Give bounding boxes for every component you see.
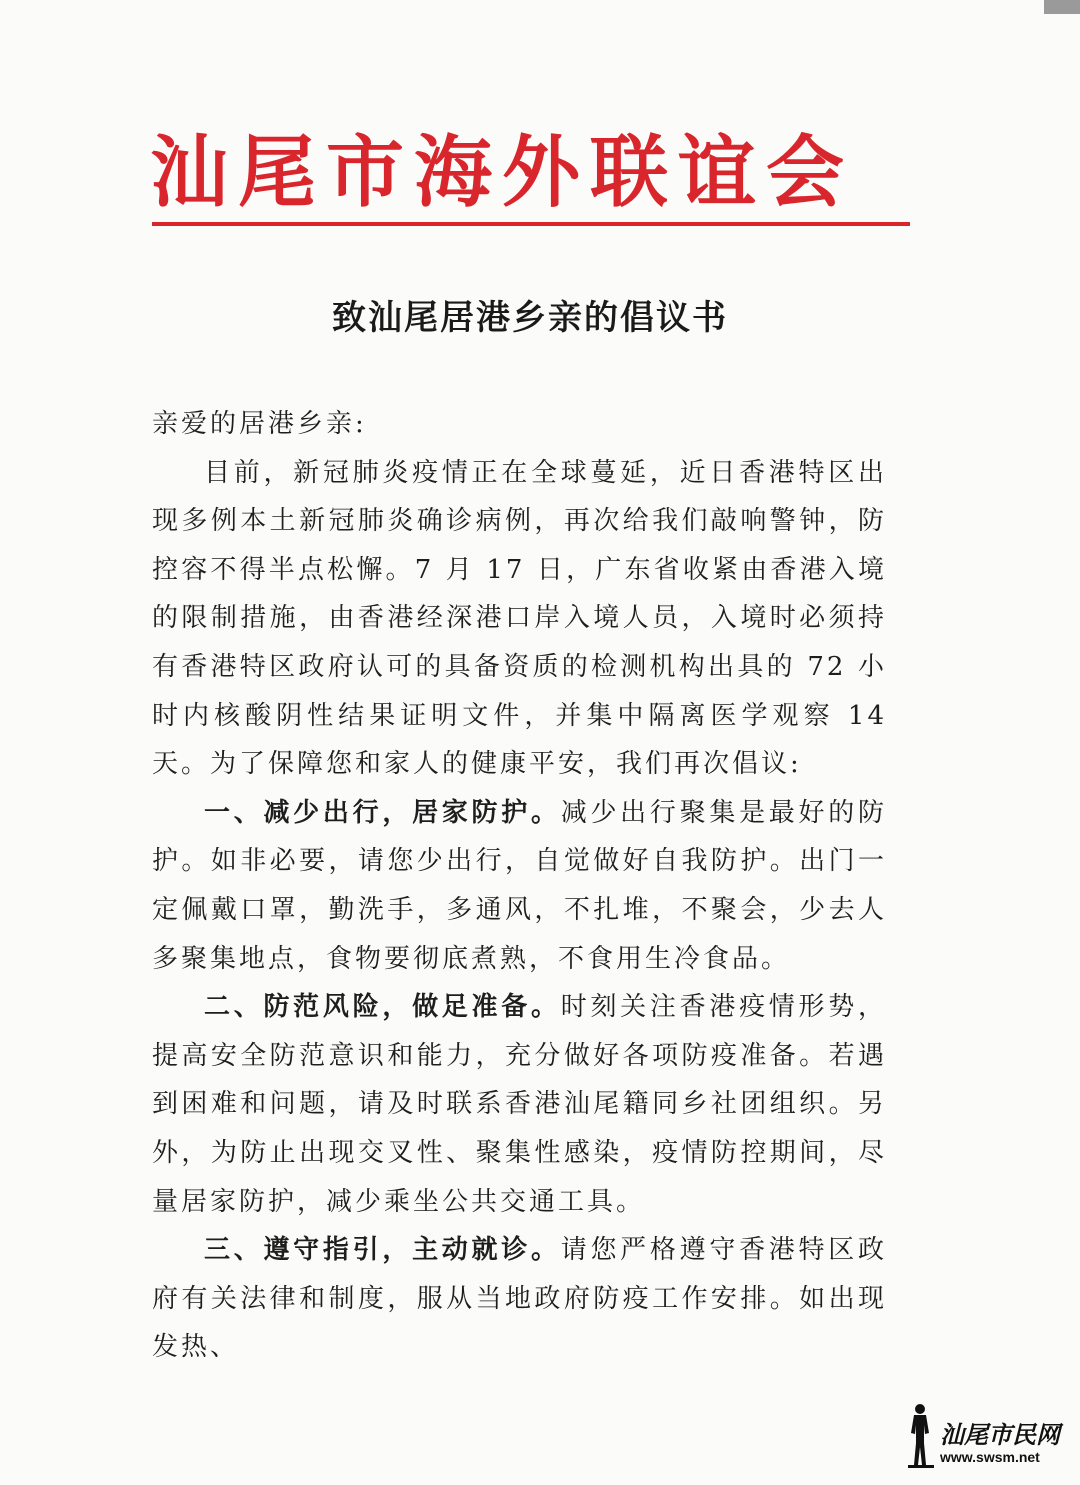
point-text-1: 减少出行聚集是最好的防护。如非必要，请您少出行，自觉做好自我防护。出门一定佩戴口罩，勤洗手，多通风，不扎堆，不聚会，少去人多聚集地点，食物要彻底煮熟，不食用生冷食品。 bbox=[152, 797, 887, 974]
scan-corner-mark bbox=[1044, 0, 1080, 14]
point-heading-3: 三、遵守指引，主动就诊。 bbox=[204, 1235, 561, 1266]
document-body bbox=[152, 400, 887, 1372]
watermark-url: www.swsm.net bbox=[940, 1449, 1040, 1465]
site-watermark bbox=[902, 1403, 1072, 1473]
point-paragraph-2 bbox=[152, 983, 887, 1226]
point-heading-2: 二、防范风险，做足准备。 bbox=[204, 992, 561, 1023]
intro-paragraph: 目前，新冠肺炎疫情正在全球蔓延，近日香港特区出现多例本土新冠肺炎确诊病例，再次给我们敲响警钟，防控容不得半点松懈。7 月 17 日，广东省收紧由香港入境的限制措施，由香港经深港口岸入境人员，入境时必须持有香港特区政府认可的具备资质的检测机构出具的 72 小时内核酸阴性结果证明文件，并集中隔离医学观察 14 天。为了保障您和家人的健康平安，我们再次倡议: bbox=[152, 457, 887, 780]
watermark-site-name: 汕尾市民网 bbox=[940, 1420, 1060, 1449]
standing-person-silhouette-icon bbox=[906, 1403, 936, 1469]
greeting: 亲爱的居港乡亲: bbox=[152, 409, 367, 439]
letterhead-org-name: 汕尾市海外联谊会 bbox=[150, 127, 855, 218]
point-paragraph-1 bbox=[152, 789, 887, 983]
document-title: 致汕尾居港乡亲的倡议书 bbox=[332, 298, 728, 338]
letterhead-red-rule bbox=[152, 222, 910, 226]
point-text-3: 请您严格遵守香港特区政府有关法律和制度，服从当地政府防疫工作安排。如出现发热、 bbox=[152, 1235, 887, 1363]
point-heading-1: 一、减少出行，居家防护。 bbox=[204, 797, 561, 828]
point-text-2: 时刻关注香港疫情形势，提高安全防范意识和能力，充分做好各项防疫准备。若遇到困难和问题，请及时联系香港汕尾籍同乡社团组织。另外，为防止出现交叉性、聚集性感染，疫情防控期间，尽量居家防护，减少乘坐公共交通工具。 bbox=[152, 992, 887, 1217]
point-paragraph-3 bbox=[152, 1226, 887, 1372]
